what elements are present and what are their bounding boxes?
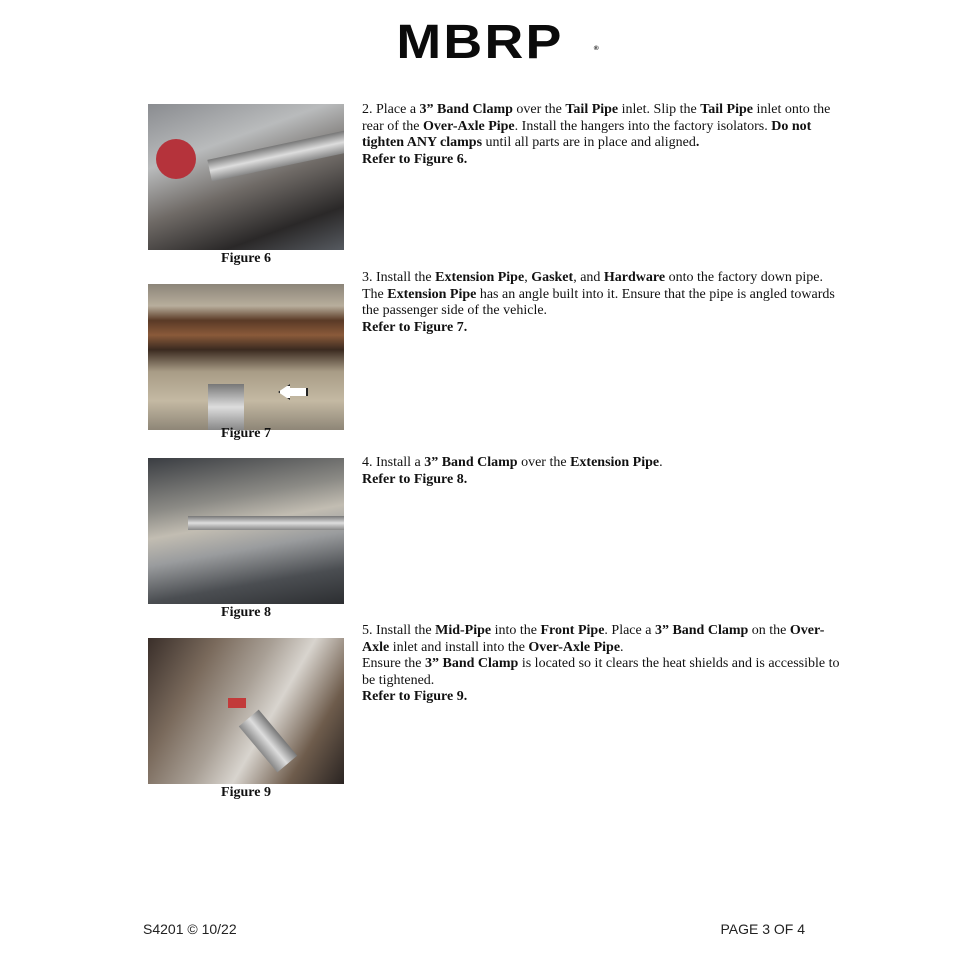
bold-text-segment: 3” Band Clamp bbox=[424, 656, 519, 671]
bold-text-segment: Gasket bbox=[531, 270, 574, 285]
text-segment: . Install the hangers into the factory isolators. bbox=[514, 118, 772, 134]
bold-text-segment: Refer to Figure 9. bbox=[362, 689, 468, 704]
figure-8-caption: Figure 8 bbox=[221, 605, 271, 620]
bold-text-segment: 3” Band Clamp bbox=[419, 102, 513, 117]
mbrp-logo bbox=[366, 16, 599, 69]
logo-text: MBRP bbox=[396, 16, 564, 69]
step-5-text bbox=[362, 623, 842, 706]
bold-text-segment: Mid-Pipe bbox=[435, 623, 492, 638]
text-segment: inlet onto the rear of the bbox=[362, 102, 831, 134]
text-segment: inlet. Slip the bbox=[618, 102, 701, 117]
text-segment: , and bbox=[573, 270, 604, 285]
footer-doc-id: S4201 © 10/22 bbox=[143, 921, 237, 937]
step-2-text bbox=[362, 102, 842, 168]
bold-text-segment: Front Pipe bbox=[540, 623, 605, 638]
figure-6-caption: Figure 6 bbox=[221, 251, 271, 266]
bold-text-segment: Over-Axle Pipe bbox=[528, 639, 621, 655]
figure-6-photo bbox=[148, 104, 344, 250]
bold-text-segment: Refer to Figure 7. bbox=[362, 319, 468, 335]
text-segment: 3. Install the bbox=[362, 270, 436, 285]
text-segment: . bbox=[659, 455, 663, 470]
bold-text-segment: . bbox=[695, 135, 700, 150]
bold-text-segment: Tail Pipe bbox=[565, 102, 619, 117]
bold-text-segment: Extension Pipe bbox=[387, 286, 477, 302]
text-segment: . Place a bbox=[604, 623, 655, 638]
text-segment: into the bbox=[491, 623, 541, 638]
step-3-text bbox=[362, 270, 842, 336]
bold-text-segment: Tail Pipe bbox=[700, 102, 753, 117]
text-segment: is located so it clears the heat shields and is accessible to be tightened. bbox=[362, 656, 840, 688]
bold-text-segment: Hardware bbox=[603, 270, 666, 285]
text-segment: 2. Place a bbox=[362, 102, 420, 117]
step-4-text bbox=[362, 455, 842, 488]
bold-text-segment: Over-Axle bbox=[362, 623, 825, 655]
figure-7-photo bbox=[148, 284, 344, 430]
text-segment: on the bbox=[748, 623, 790, 638]
bold-text-segment: 3” Band Clamp bbox=[654, 623, 749, 638]
bold-text-segment: Extension Pipe bbox=[435, 270, 525, 285]
bold-text-segment: 3” Band Clamp bbox=[424, 455, 518, 470]
figure-9-caption: Figure 9 bbox=[221, 785, 271, 800]
text-segment: Ensure the bbox=[362, 656, 425, 671]
text-segment: until all parts are in place and aligned bbox=[482, 135, 696, 150]
figure-9-photo bbox=[148, 638, 344, 784]
figure-8-photo bbox=[148, 458, 344, 604]
text-segment: has an angle built into it. Ensure that the pipe is angled towards the passenger side of the vehicle. bbox=[362, 286, 835, 318]
bold-text-segment: Refer to Figure 8. bbox=[362, 471, 468, 487]
arrow-icon bbox=[278, 384, 308, 400]
text-segment: over the bbox=[517, 455, 571, 470]
text-segment: , bbox=[524, 270, 532, 285]
text-segment: 4. Install a bbox=[362, 455, 425, 470]
text-segment: 5. Install the bbox=[362, 623, 436, 638]
text-segment: inlet and install into the bbox=[389, 639, 529, 655]
text-segment: over the bbox=[512, 102, 566, 117]
bold-text-segment: Extension Pipe bbox=[570, 455, 660, 470]
text-segment: . bbox=[620, 639, 624, 655]
bold-text-segment: Do not tighten ANY clamps bbox=[362, 118, 812, 150]
registered-mark: ® bbox=[593, 46, 599, 52]
figure-7-caption: Figure 7 bbox=[221, 426, 271, 441]
bold-text-segment: Over-Axle Pipe bbox=[423, 118, 515, 134]
text-segment: onto the factory down pipe. The bbox=[362, 270, 823, 302]
bold-text-segment: Refer to Figure 6. bbox=[362, 151, 468, 167]
footer-page-number: PAGE 3 OF 4 bbox=[720, 921, 805, 937]
